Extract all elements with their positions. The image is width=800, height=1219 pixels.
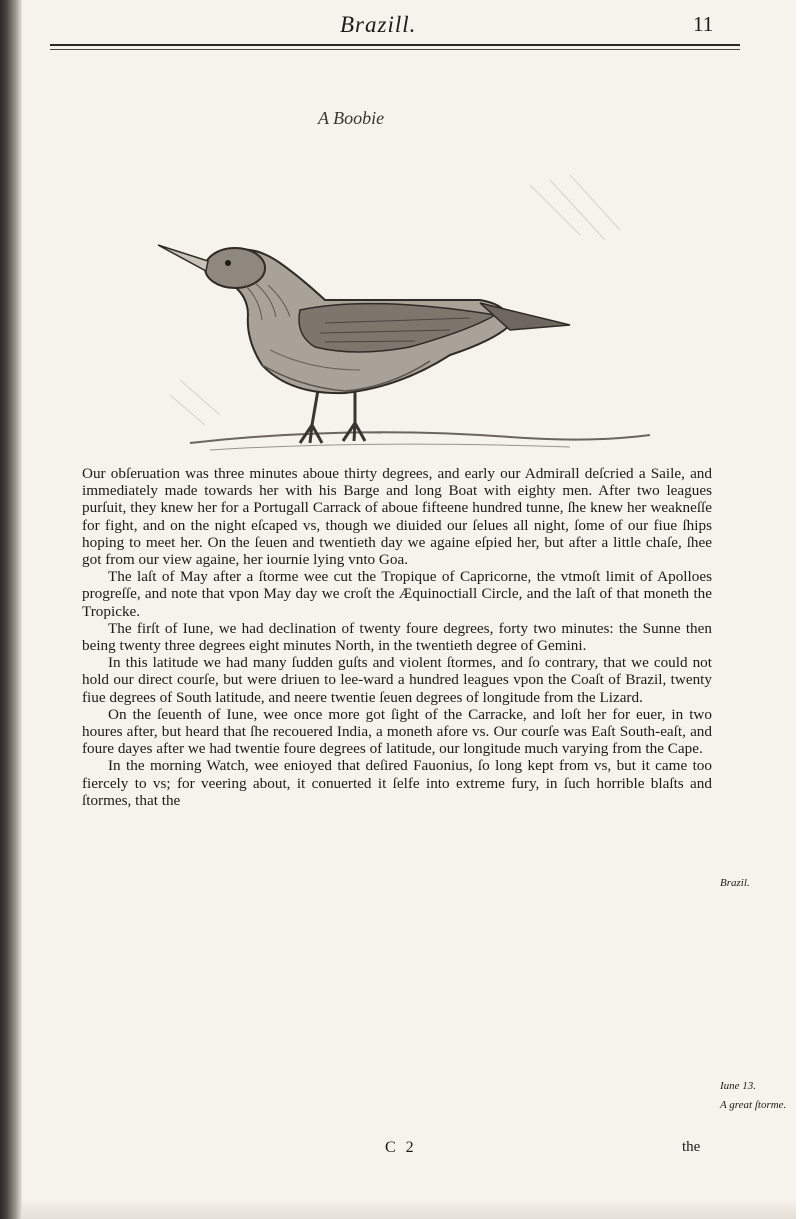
page-bottom-edge xyxy=(22,1200,796,1219)
paragraph: On the ſeuenth of Iune, wee once more got ſight of the Carracke, and loſt her for euer, in two houres after, but heard that ſhe recouered India, a moneth afore vs. Our courſe was Eaſt South-eaſt, and foure dayes after we had twentie foure degrees of latitude, our longitude much varying from the Cape. xyxy=(82,705,712,758)
page-number: 11 xyxy=(693,12,714,36)
margin-note: Brazil. xyxy=(720,877,750,889)
body-text xyxy=(82,465,712,809)
paragraph: The laſt of May after a ſtorme wee cut the Tropique of Capricorne, the vtmoſt limit of Apolloes progreſſe, and note that vpon May day we croſt the Æquinoctiall Circle, and the laſt of that moneth the Tropicke. xyxy=(82,568,712,620)
paragraph: In this latitude we had many ſudden guſts and violent ſtormes, and ſo contrary, that we could not hold our direct courſe, but were driuen to lee-ward a hundred leagues vpon the Coaſt of Brazil, twenty fiue degrees of South latitude, and neere twentie ſeuen degrees of longitude from the Lizard. xyxy=(82,654,712,706)
figure-caption: A Boobie xyxy=(318,108,385,128)
margin-note: A great ſtorme. xyxy=(720,1099,787,1111)
margin-note: Iune 13. xyxy=(720,1080,757,1092)
paragraph: Our obſeruation was three minutes aboue thirty degrees, and early our Admirall deſcried a Saile, and immediately made towards her with his Barge and long Boat with eighty men. After two leagues purſuit, they knew her for a Portugall Carrack of aboue fifteene hundred tunne, ſhe knew her weakneſſe for fight, and on the night eſcaped vs, though we diuided our ſelues all night, ſome of our fiue ſhips hoping to meet her. On the ſeuen and twentieth day we againe eſpied her, but after a little chaſe, ſhee got from our view againe, her iournie lying vnto Goa. xyxy=(82,465,712,569)
bird-illustration xyxy=(150,125,670,460)
running-title: Brazill. xyxy=(340,12,417,37)
book-gutter xyxy=(0,0,22,1219)
catchword: the xyxy=(682,1139,701,1155)
header-rule-thin xyxy=(50,49,740,50)
paragraph: The firſt of Iune, we had declination of twenty foure degrees, forty two minutes: the Sunne then being twenty three degrees eight minutes North, in the twentieth degree of Gemini. xyxy=(82,619,712,655)
header-rule xyxy=(50,44,740,46)
signature-mark: C 2 xyxy=(385,1139,417,1156)
paragraph: In the morning Watch, wee enioyed that deſired Fauonius, ſo long kept from vs, but it came too fiercely to vs; for veering about, it conuerted it ſelfe into extreme fury, in ſuch horrible blaſts and ſtormes, that the xyxy=(82,757,712,809)
